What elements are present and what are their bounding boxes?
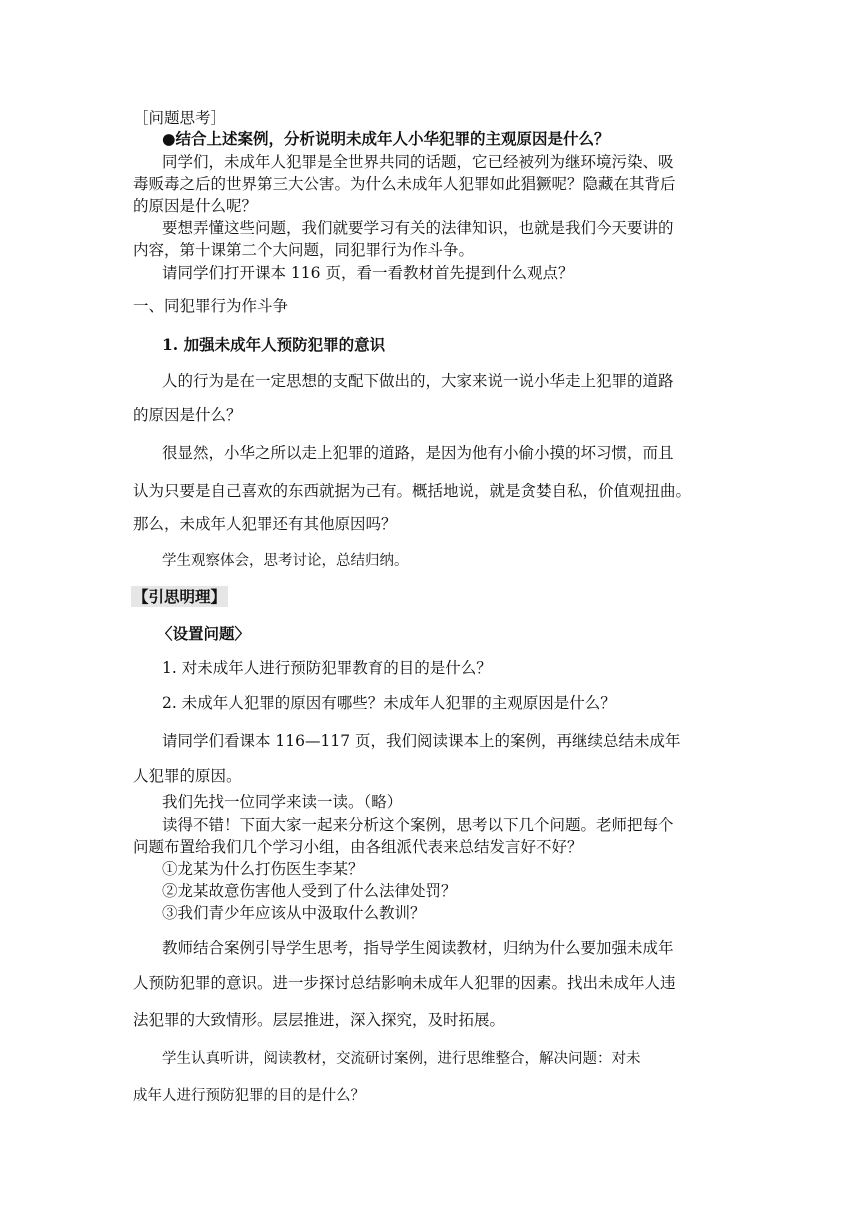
paragraph-line: 请同学们打开课本 116 页，看一看教材首先提到什么观点？: [162, 264, 574, 282]
student-activity-line: 学生认真听讲，阅读教材，交流研讨案例，进行思维整合，解决问题：对未: [162, 1051, 641, 1067]
student-activity-line: 学生观察体会，思考讨论，总结归纳。: [162, 553, 409, 569]
case-question-item: ①龙某为什么打伤医生李某？: [162, 860, 364, 878]
section-heading: 一、同犯罪行为作斗争: [133, 297, 289, 315]
section-label-reasoning: [131, 587, 228, 607]
case-question-item: ②龙某故意伤害他人受到了什么法律处罚？: [162, 882, 457, 900]
paragraph-line: 问题布置给我们几个学习小组，由各组派代表来总结发言好不好？: [133, 838, 583, 856]
case-question-item: ③我们青少年应该从中汲取什么教训？: [162, 904, 426, 922]
paragraph-line: 人预防犯罪的意识。进一步探讨总结影响未成年人犯罪的因素。找出未成年人违: [133, 974, 676, 992]
section-label-problem-thinking: ［问题思考］: [133, 109, 227, 127]
paragraph-line: 请同学们看课本 116—117 页，我们阅读课本上的案例，再继续总结未成年: [162, 732, 681, 750]
paragraph-line: 很显然，小华之所以走上犯罪的道路，是因为他有小偷小摸的坏习惯，而且: [162, 444, 674, 462]
paragraph-line: 读得不错！下面大家一起来分析这个案例，思考以下几个问题。老师把每个: [162, 816, 674, 834]
paragraph-line: 要想弄懂这些问题，我们就要学习有关的法律知识，也就是我们今天要讲的: [162, 219, 674, 237]
question-item: 2. 未成年人犯罪的原因有哪些？未成年人犯罪的主观原因是什么？: [162, 694, 616, 712]
question-item: 1. 对未成年人进行预防犯罪教育的目的是什么？: [162, 659, 492, 677]
paragraph-line: 的原因是什么？: [133, 406, 242, 424]
paragraph-line: 我们先找一位同学来读一读。（略）: [162, 793, 403, 811]
paragraph-line: 人的行为是在一定思想的支配下做出的，大家来说一说小华走上犯罪的道路: [162, 372, 674, 390]
paragraph-line: 那么，未成年人犯罪还有其他原因吗？: [133, 515, 397, 533]
paragraph-line: 教师结合案例引导学生思考，指导学生阅读教材，归纳为什么要加强未成年: [162, 939, 674, 957]
question-heading: ●结合上述案例，分析说明未成年人小华犯罪的主观原因是什么？: [162, 129, 610, 148]
paragraph-line: 法犯罪的大致情形。层层推进，深入探究，及时拓展。: [133, 1011, 506, 1029]
subsection-heading: 1. 加强未成年人预防犯罪的意识: [162, 335, 386, 354]
paragraph-line: 毒贩毒之后的世界第三大公害。为什么未成年人犯罪如此猖獗呢？隐藏在其背后: [133, 175, 676, 193]
section-label-reasoning-text: 【引思明理】: [133, 587, 227, 606]
paragraph-line: 人犯罪的原因。: [133, 767, 242, 785]
paragraph-line: 认为只要是自己喜欢的东西就据为己有。概括地说，就是贪婪自私，价值观扭曲。: [133, 482, 692, 500]
paragraph-line: 同学们，未成年人犯罪是全世界共同的话题，它已经被列为继环境污染、吸: [162, 153, 674, 171]
paragraph-line: 内容，第十课第二个大问题，同犯罪行为作斗争。: [133, 241, 475, 259]
set-questions-heading: 〈设置问题〉: [157, 624, 251, 643]
paragraph-line: 的原因是什么呢？: [133, 197, 258, 215]
student-activity-line: 成年人进行预防犯罪的目的是什么？: [133, 1088, 365, 1104]
